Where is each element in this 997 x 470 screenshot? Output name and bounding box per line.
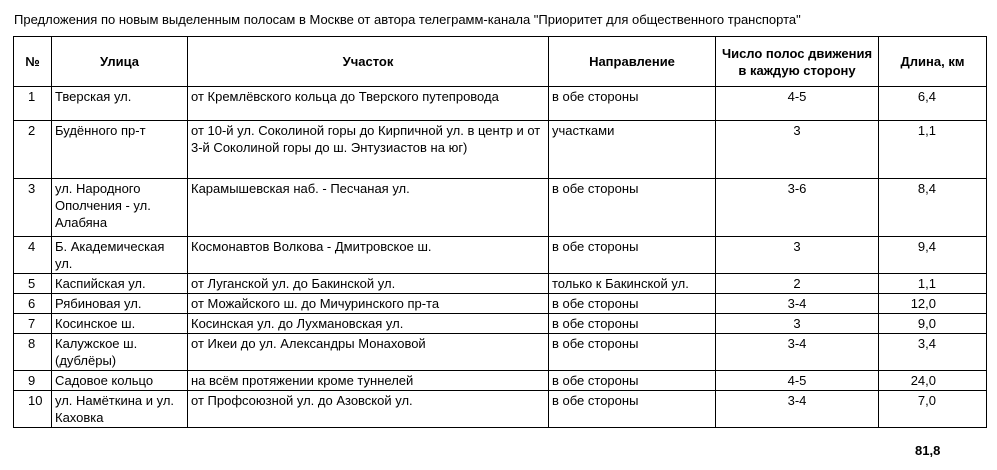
cell-section: от Икеи до ул. Александры Монаховой [188,334,549,371]
cell-direction: в обе стороны [549,237,716,274]
cell-num: 5 [14,274,52,294]
cell-direction: в обе стороны [549,179,716,237]
cell-length: 7,0 [879,391,987,428]
cell-lanes: 3-6 [716,179,879,237]
cell-section: от 10-й ул. Соколиной горы до Кирпичной ул. в центр и от 3-й Соколиной горы до ш. Энтузиастов на юг) [188,121,549,179]
cell-lanes: 3-4 [716,391,879,428]
cell-lanes: 4-5 [716,87,879,121]
cell-num: 8 [14,334,52,371]
header-street: Улица [52,37,188,87]
cell-section: Космонавтов Волкова - Дмитровское ш. [188,237,549,274]
table-row [14,391,987,428]
cell-section: Карамышевская наб. - Песчаная ул. [188,179,549,237]
cell-length: 1,1 [879,121,987,179]
cell-street: Косинское ш. [52,314,188,334]
table-row [14,274,987,294]
cell-length: 9,0 [879,314,987,334]
cell-direction: только к Бакинской ул. [549,274,716,294]
cell-street: Будённого пр-т [52,121,188,179]
cell-num: 4 [14,237,52,274]
table-row [14,294,987,314]
cell-num: 10 [14,391,52,428]
header-lanes: Число полос движения в каждую сторону [716,37,879,87]
cell-num: 2 [14,121,52,179]
cell-lanes: 3 [716,237,879,274]
table-row [14,87,987,121]
cell-length: 8,4 [879,179,987,237]
cell-direction: в обе стороны [549,371,716,391]
cell-direction: в обе стороны [549,294,716,314]
table-row [14,371,987,391]
header-section: Участок [188,37,549,87]
cell-length: 3,4 [879,334,987,371]
cell-street: ул. Народного Ополчения - ул. Алабяна [52,179,188,237]
cell-direction: в обе стороны [549,391,716,428]
table-row [14,121,987,179]
total-length: 81,8 [915,443,941,458]
cell-section: Косинская ул. до Лухмановская ул. [188,314,549,334]
cell-length: 24,0 [879,371,987,391]
header-direction: Направление [549,37,716,87]
cell-street: ул. Намёткина и ул. Каховка [52,391,188,428]
cell-num: 6 [14,294,52,314]
header-length: Длина, км [879,37,987,87]
lanes-table [13,36,987,428]
cell-street: Садовое кольцо [52,371,188,391]
cell-lanes: 4-5 [716,371,879,391]
cell-num: 9 [14,371,52,391]
cell-num: 1 [14,87,52,121]
cell-direction: в обе стороны [549,334,716,371]
cell-street: Тверская ул. [52,87,188,121]
cell-street: Калужское ш. (дублёры) [52,334,188,371]
cell-length: 12,0 [879,294,987,314]
cell-num: 7 [14,314,52,334]
cell-direction: в обе стороны [549,87,716,121]
table-row [14,334,987,371]
cell-lanes: 3 [716,121,879,179]
cell-lanes: 3-4 [716,294,879,314]
cell-direction: в обе стороны [549,314,716,334]
table-row [14,237,987,274]
cell-section: от Профсоюзной ул. до Азовской ул. [188,391,549,428]
cell-lanes: 3-4 [716,334,879,371]
cell-section: от Луганской ул. до Бакинской ул. [188,274,549,294]
cell-num: 3 [14,179,52,237]
cell-direction: участками [549,121,716,179]
cell-street: Рябиновая ул. [52,294,188,314]
cell-length: 1,1 [879,274,987,294]
cell-lanes: 2 [716,274,879,294]
cell-street: Б. Академическая ул. [52,237,188,274]
header-num: № [14,37,52,87]
table-row [14,179,987,237]
table-header-row [14,37,987,87]
cell-section: от Кремлёвского кольца до Тверского путепровода [188,87,549,121]
page-title: Предложения по новым выделенным полосам в Москве от автора телеграмм-канала "Приоритет для общественного транспорта" [14,12,801,27]
cell-length: 6,4 [879,87,987,121]
cell-street: Каспийская ул. [52,274,188,294]
table-row [14,314,987,334]
cell-section: на всём протяжении кроме туннелей [188,371,549,391]
cell-lanes: 3 [716,314,879,334]
cell-length: 9,4 [879,237,987,274]
cell-section: от Можайского ш. до Мичуринского пр-та [188,294,549,314]
